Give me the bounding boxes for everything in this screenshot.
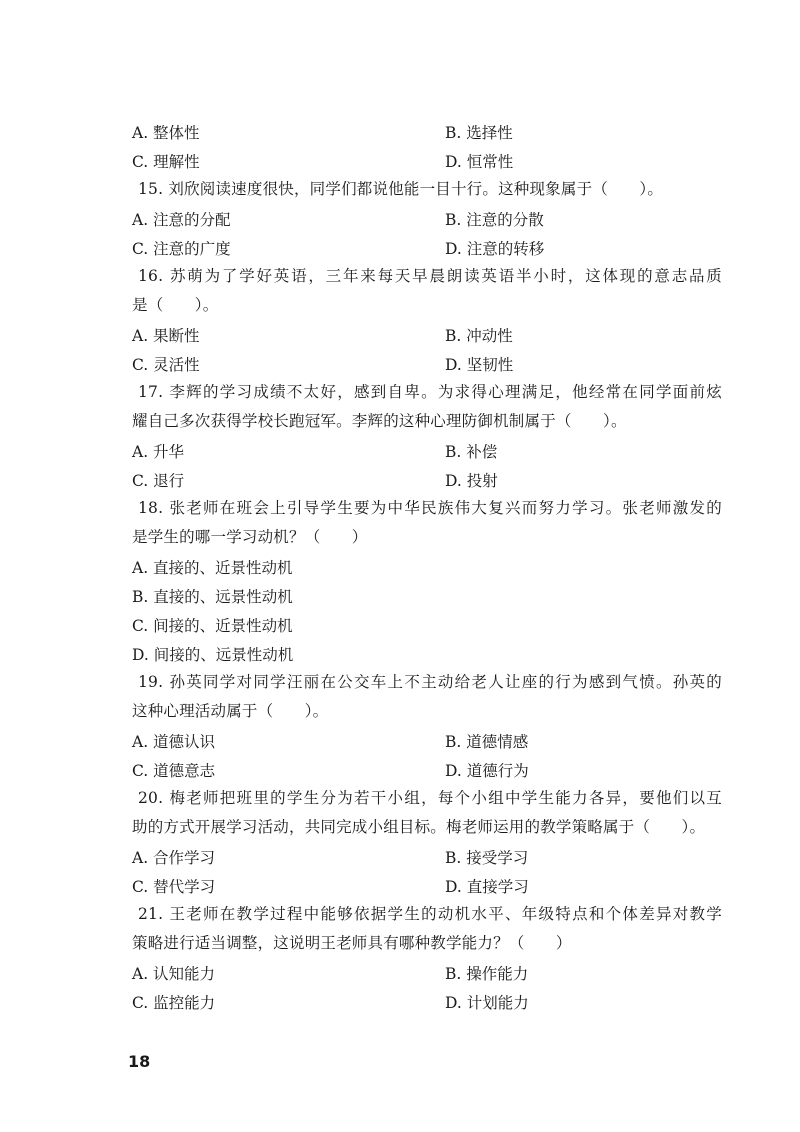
question-text: 16. 苏萌为了学好英语，三年来每天早晨朗读英语半小时，这体现的意志品质: [138, 267, 722, 285]
page-number: 18: [128, 1052, 151, 1071]
option-b: B. 操作能力: [445, 964, 529, 983]
question-text: 策略进行适当调整，这说明王老师具有哪种教学能力？（ ）: [132, 934, 572, 952]
option-c: C. 注意的广度: [132, 239, 231, 258]
option-b: B. 注意的分散: [445, 210, 544, 229]
option-a: A. 直接的、近景性动机: [132, 558, 293, 577]
option-row: [132, 958, 722, 987]
option-c: C. 监控能力: [132, 993, 216, 1012]
option-b: B. 直接的、远景性动机: [132, 587, 293, 606]
option-row: [132, 726, 722, 755]
option-d: D. 道德行为: [445, 761, 529, 780]
question-18: [132, 494, 722, 552]
question-text: 20. 梅老师把班里的学生分为若干小组，每个小组中学生能力各异，要他们以互: [138, 789, 722, 807]
option-d: D. 恒常性: [445, 152, 514, 171]
option-d: D. 注意的转移: [445, 239, 545, 258]
option-row: [132, 842, 722, 871]
option-c: C. 替代学习: [132, 877, 216, 896]
question-text: 18. 张老师在班会上引导学生要为中华民族伟大复兴而努力学习。张老师激发的: [138, 499, 722, 517]
question-19: [132, 668, 722, 726]
question-text: 21. 王老师在教学过程中能够依据学生的动机水平、年级特点和个体差异对教学: [138, 905, 722, 923]
option-row: [132, 871, 722, 900]
option-a: A. 道德认识: [132, 732, 216, 751]
option-row: [132, 436, 722, 465]
option-b: B. 选择性: [445, 123, 513, 142]
option-d: D. 计划能力: [445, 993, 529, 1012]
question-text: 19. 孙英同学对同学汪丽在公交车上不主动给老人让座的行为感到气愤。孙英的: [138, 673, 722, 691]
option-b: B. 冲动性: [445, 326, 513, 345]
option-d: D. 投射: [445, 471, 498, 490]
option-row: [132, 233, 722, 262]
question-text: 是（ ）。: [132, 296, 219, 314]
option-row: [132, 204, 722, 233]
question-text: 助的方式开展学习活动，共同完成小组目标。梅老师运用的教学策略属于（ ）。: [132, 818, 706, 836]
question-17: [132, 378, 722, 436]
option-c: C. 间接的、近景性动机: [132, 616, 293, 635]
option-a: A. 整体性: [132, 123, 200, 142]
option-c: C. 退行: [132, 471, 185, 490]
option-row: [132, 987, 722, 1016]
question-20: [132, 784, 722, 842]
question-text: 17. 李辉的学习成绩不太好，感到自卑。为求得心理满足，他经常在同学面前炫: [138, 383, 722, 401]
question-21: [132, 900, 722, 958]
option-b: B. 补偿: [445, 442, 498, 461]
option-c: C. 道德意志: [132, 761, 216, 780]
option-d: D. 间接的、远景性动机: [132, 645, 294, 664]
option-row: [132, 465, 722, 494]
question-list: [132, 117, 722, 1016]
option-c: C. 理解性: [132, 152, 200, 171]
option-row: [132, 320, 722, 349]
question-text: 15. 刘欣阅读速度很快，同学们都说他能一目十行。这种现象属于（ ）。: [138, 180, 664, 198]
option-row: [132, 117, 722, 146]
option-b: B. 道德情感: [445, 732, 529, 751]
option-a: A. 升华: [132, 442, 185, 461]
option-d: D. 坚韧性: [445, 355, 514, 374]
option-d: D. 直接学习: [445, 877, 529, 896]
option-row: [132, 146, 722, 175]
option-a: A. 合作学习: [132, 848, 216, 867]
option-a: A. 果断性: [132, 326, 200, 345]
question-16: [132, 262, 722, 320]
question-text: 耀自己多次获得学校长跑冠军。李辉的这种心理防御机制属于（ ）。: [132, 412, 627, 430]
option-row: [132, 755, 722, 784]
question-text: 是学生的哪一学习动机？（ ）: [132, 528, 368, 546]
option-c: C. 灵活性: [132, 355, 200, 374]
option-a: A. 认知能力: [132, 964, 216, 983]
option-a: A. 注意的分配: [132, 210, 231, 229]
question-15: [132, 175, 722, 204]
question-text: 这种心理活动属于（ ）。: [132, 702, 329, 720]
option-row: [132, 349, 722, 378]
option-b: B. 接受学习: [445, 848, 529, 867]
